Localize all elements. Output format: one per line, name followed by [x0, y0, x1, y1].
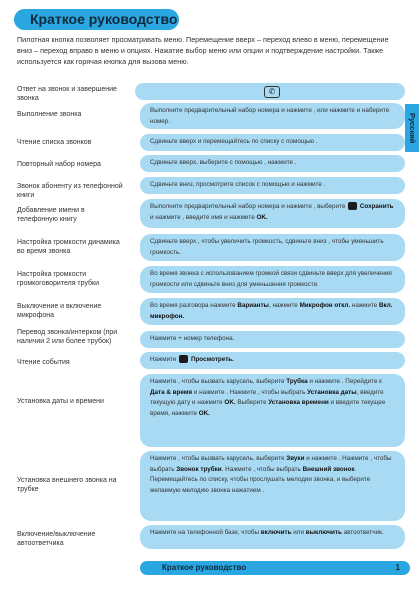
events-text: Нажмите: [150, 356, 179, 363]
ans-text-2: или: [291, 529, 306, 536]
page-title: Краткое руководство: [14, 9, 179, 30]
dt-text-6: и введите текущее время, нажмите: [150, 399, 386, 417]
dt-handset: Трубка: [286, 378, 308, 385]
mute-variants: Варианты: [237, 302, 269, 309]
pill-datetime: [140, 374, 405, 447]
pill-redial: Сдвиньте вверх, выберите с помощью , нажмите .: [140, 155, 405, 172]
phone-icon: ✆: [264, 86, 280, 98]
dt-text-3: и нажмите . Нажмите , чтобы выбрать: [192, 388, 308, 396]
mute-text-3: нажмите: [350, 302, 379, 309]
label-events: Чтение события: [17, 359, 70, 366]
mute-text-1: Во время разговора нажмите: [150, 302, 238, 309]
ring-sounds: Звуки: [286, 455, 305, 462]
label-answer: Ответ на звонок и завершение звонка: [17, 86, 117, 102]
label-read-list: Чтение списка звонков: [17, 139, 92, 146]
dt-set-time: Установка времени: [268, 399, 329, 406]
phone-key-row: [135, 83, 405, 100]
pill-call: Выполните предварительный набор номера и нажмите , или нажмите и наберите номер.: [140, 103, 405, 129]
page-number: 1: [395, 563, 400, 572]
label-add-name: Добавление имени в телефонную книгу: [17, 207, 85, 223]
label-answering: Включение/выключение автоответчика: [17, 531, 96, 547]
language-tab: Русский: [405, 104, 419, 152]
footer-title: Краткое руководство: [162, 563, 247, 572]
pill-mute: [140, 298, 405, 325]
add-name-save: Сохранить: [359, 203, 394, 210]
mute-text-2: , нажмите: [268, 302, 300, 309]
add-name-ok: OK.: [256, 213, 268, 221]
ring-text-2: и нажмите . Нажмите , чтобы выбрать: [150, 455, 392, 473]
intro-text: Пилотная кнопка позволяет просматривать меню. Перемещение вверх – переход влево в меню, перемещение вниз – переход вправо в меню и опциях. Нажатие выбор меню или опции и подтверждение настройки. Также используется как горячая кнопка для вызова меню.: [17, 35, 389, 66]
dt-text-5: Выберите: [235, 399, 269, 406]
ring-text-3: . Нажмите , чтобы выбрать: [221, 465, 303, 473]
pill-add-name: [140, 199, 405, 228]
label-mute: Выключение и включение микрофона: [17, 303, 102, 319]
label-redial: Повторный набор номера: [17, 161, 101, 168]
mute-mic-on: Вкл. микрофон.: [150, 302, 393, 320]
pilot-key-icon: [179, 355, 188, 363]
label-datetime: Установка даты и времени: [17, 398, 104, 405]
events-view: Просмотреть.: [190, 356, 234, 363]
dt-ok-2: OK.: [198, 409, 210, 417]
pill-vol-earpiece: Сдвиньте вверх , чтобы увеличить громкость, сдвиньте вниз , чтобы уменьшить громкость.: [140, 234, 405, 261]
pill-read-list: Сдвиньте вверх и перемещайтесь по списку с помощью .: [140, 134, 405, 151]
dt-set-date: Установка даты: [307, 388, 357, 396]
ans-on: включить: [260, 529, 292, 536]
ring-external: Внешний звонок: [302, 465, 355, 473]
dt-date-time: Дата & время: [150, 388, 193, 396]
pill-answering: [140, 525, 405, 549]
dt-text-1: Нажмите , чтобы вызвать карусель, выберите: [150, 378, 287, 385]
ans-text-1: Нажмите на телефонной базе, чтобы: [150, 529, 261, 536]
add-name-text-2: и нажмите , введите имя и нажмите: [150, 213, 257, 221]
dt-text-2: и нажмите . Перейдите к: [307, 378, 382, 385]
label-phonebook-call: Звонок абоненту из телефонной книги: [17, 183, 123, 199]
add-name-text-1: Выполните предварительный набор номера и нажмите , выберите: [150, 203, 346, 210]
pill-ringer: [140, 451, 405, 521]
ring-text-4: . Перемещайтесь по списку, чтобы прослушать мелодии звонка, и выберите желаемую мелодию звонка нажатием .: [150, 465, 371, 494]
label-ringer: Установка внешнего звонка на трубке: [17, 477, 117, 493]
label-call: Выполнение звонка: [17, 111, 82, 118]
dt-ok-1: OK.: [224, 399, 236, 406]
ring-text-1: Нажмите , чтобы вызвать карусель, выберите: [150, 455, 287, 462]
dt-text-4: , введите текущую дату и нажмите: [150, 388, 384, 406]
label-transfer: Перевод звонка/интерком (при наличии 2 или более трубок): [17, 329, 118, 345]
mute-mic-off: Микрофон откл.: [299, 302, 351, 309]
footer-bar: [140, 561, 410, 575]
pill-phonebook-call: Сдвиньте вниз, просмотрите список с помощью и нажмите .: [140, 177, 405, 194]
label-vol-earpiece: Настройка громкости динамика во время звонка: [17, 239, 120, 255]
pill-vol-speaker: Во время звонка с использованием громкой связи сдвиньте вверх для увеличения громкости или сдвиньте вниз для уменьшения громкости.: [140, 266, 405, 293]
pilot-key-icon: [348, 202, 357, 210]
label-vol-speaker: Настройка громкости громкоговорителя трубки: [17, 271, 100, 287]
ans-text-3: автоответчик.: [341, 529, 384, 536]
ans-off: выключить: [305, 529, 342, 536]
ring-handset-ringer: Звонок трубки: [176, 465, 222, 473]
pill-events: [140, 352, 405, 369]
pill-transfer: Нажмите + номер телефона.: [140, 331, 405, 348]
